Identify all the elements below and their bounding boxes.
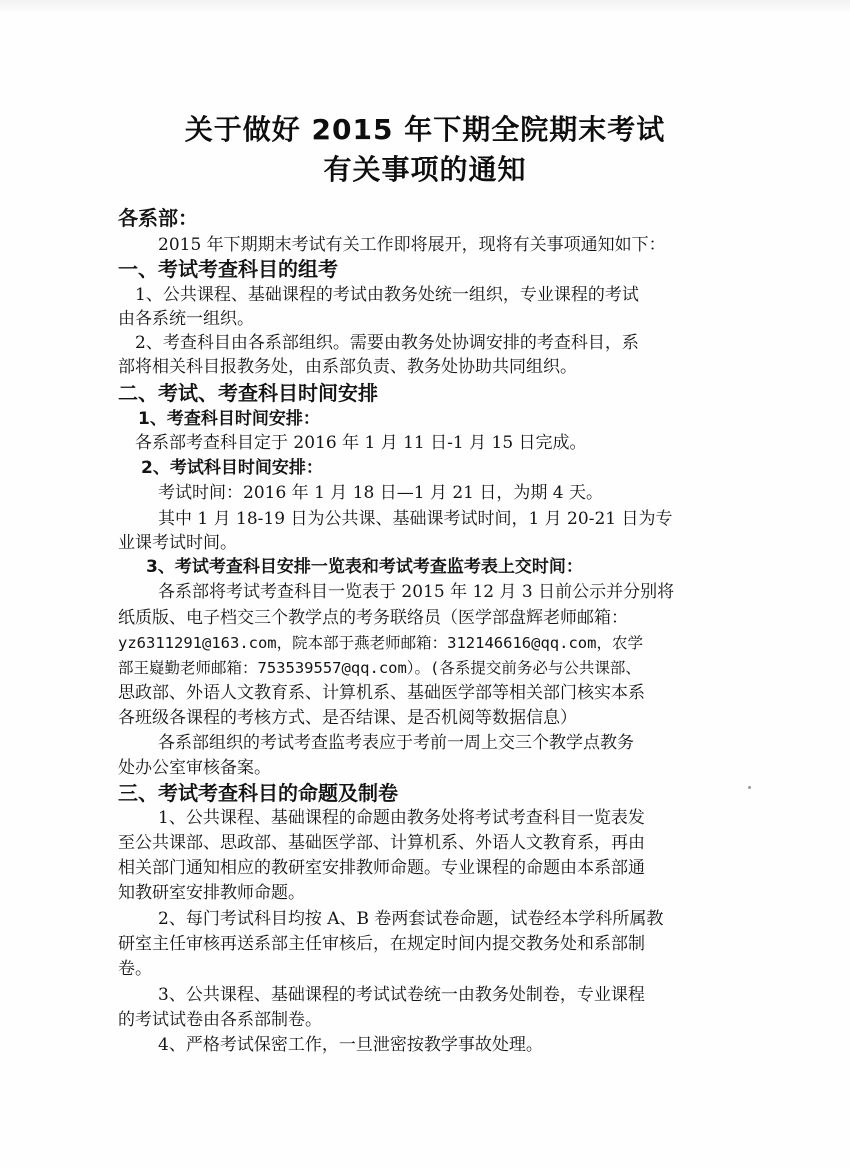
section-1-p2-line2: 部将相关科目报教务处，由系部负责、教务处协助共同组织。 [118, 357, 577, 377]
title-line-1: 关于做好 2015 年下期全院期末考试 [184, 113, 666, 146]
title-line-2: 有关事项的通知 [323, 153, 527, 186]
section-1-p1-line1: 1、公共课程、基础课程的考试由教务处统一组织，专业课程的考试 [135, 285, 639, 305]
section-2-sub2-text2-line1: 其中 1 月 18-19 日为公共课、基础课考试时间，1 月 20-21 日为专 [158, 509, 673, 529]
section-2-sub3-p2-line1: 各系部组织的考试考查监考表应于考前一周上交三个教学点教务 [158, 733, 634, 753]
section-2-sub3-p1-line3: yz6311291@163.com，院本部于燕老师邮箱：312146616@qq.com，农学 [118, 634, 643, 652]
section-3-p3-line2: 的考试试卷由各系部制卷。 [118, 1010, 322, 1030]
section-3-p2-line3: 卷。 [118, 959, 152, 979]
section-2-sub3-p1-line1: 各系部将考试考查科目一览表于 2015 年 12 月 3 日前公示并分别将 [158, 582, 675, 602]
section-2-sub2-text1: 考试时间：2016 年 1 月 18 日—1 月 21 日，为期 4 天。 [158, 483, 604, 503]
section-2-sub3-p1-line4: 部王嶷勤老师邮箱：753539557@qq.com）。(各系提交前务必与公共课部、 [118, 659, 641, 677]
section-2-sub2-text2-line2: 业课考试时间。 [118, 533, 237, 553]
section-2-sub3-p1-line6: 各班级各课程的考核方式、是否结课、是否机阅等数据信息） [118, 708, 577, 728]
salutation: 各系部： [118, 206, 198, 230]
section-3-p1-line1: 1、公共课程、基础课程的命题由教务处将考试考查科目一览表发 [158, 808, 645, 828]
section-2-sub3-p1-line5: 思政部、外语人文教育系、计算机系、基础医学部等相关部门核实本系 [118, 683, 645, 703]
section-2-sub3-p1-line2: 纸质版、电子档交三个教学点的考务联络员（医学部盘辉老师邮箱： [118, 608, 628, 628]
intro-paragraph: 2015 年下期期末考试有关工作即将展开，现将有关事项通知如下： [158, 235, 666, 255]
section-2-sub3-p2-line2: 处办公室审核备案。 [118, 758, 271, 778]
section-3-p3-line1: 3、公共课程、基础课程的考试试卷统一由教务处制卷，专业课程 [158, 985, 645, 1005]
section-1-heading: 一、考试考查科目的组考 [118, 257, 338, 281]
section-1-p2-line1: 2、考查科目由各系部组织。需要由教务处协调安排的考查科目，系 [135, 333, 639, 353]
section-3-p4-line1: 4、严格考试保密工作，一旦泄密按教学事故处理。 [158, 1035, 543, 1055]
scan-speck [748, 786, 751, 789]
section-2-sub1-text: 各系部考查科目定于 2016 年 1 月 11 日-1 月 15 日完成。 [135, 433, 587, 453]
section-2-heading: 二、考试、考查科目时间安排 [118, 381, 378, 405]
section-3-p1-line3: 相关部门通知相应的教研室安排教师命题。专业课程的命题由本系部通 [118, 858, 645, 878]
section-1-p1-line2: 由各系统一组织。 [118, 309, 254, 329]
section-3-heading: 三、考试考查科目的命题及制卷 [118, 781, 398, 805]
section-3-p1-line2: 至公共课部、思政部、基础医学部、计算机系、外语人文教育系，再由 [118, 833, 645, 853]
section-3-p2-line2: 研室主任审核再送系部主任审核后，在规定时间内提交教务处和系部制 [118, 934, 645, 954]
scan-edge-shadow [0, 0, 850, 14]
section-2-sub3-heading: 3、考试考查科目安排一览表和考试考查监考表上交时间： [146, 557, 583, 577]
section-2-sub1-heading: 1、考查科目时间安排： [138, 409, 320, 429]
section-3-p2-line1: 2、每门考试科目均按 A、B 卷两套试卷命题，试卷经本学科所属教 [158, 909, 664, 929]
section-3-p1-line4: 知教研室安排教师命题。 [118, 883, 305, 903]
section-2-sub2-heading: 2、考试科目时间安排： [141, 458, 323, 478]
